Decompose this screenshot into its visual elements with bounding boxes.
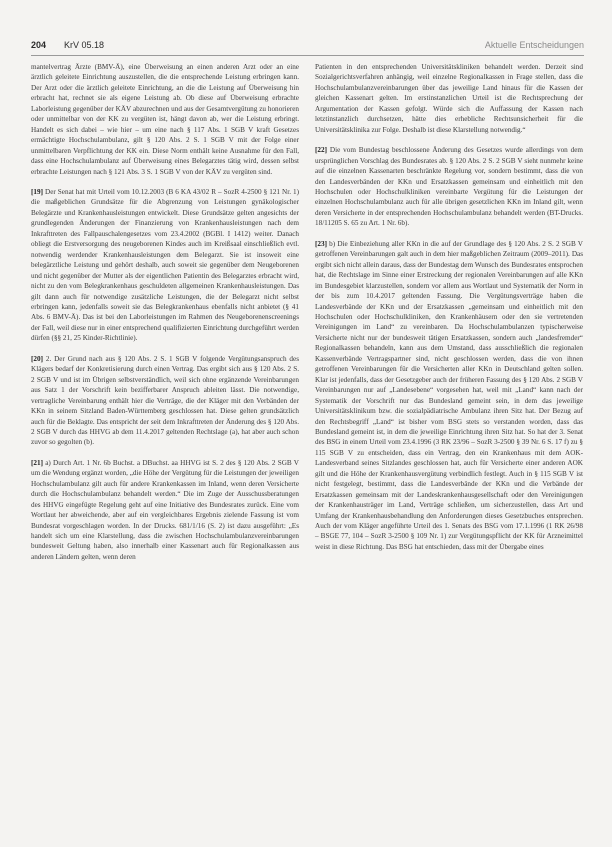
paragraph-text: mantelvertrag Ärzte (BMV-Ä), eine Überweisung an einen anderen Arzt oder an eine ärztlich geleitete Einrichtung auszustellen, die die entsprechende Leistung erbringen kann. Der Arzt oder die ärztlich geleitete Einrichtung, an die die Leistung auf Überweisung hin erbracht hat, rechnet sie als eigene Leistung ab. Ob diese auf Überweisung erbrachte Laborleistung gegenüber der KÄV abzurechnen und aus der Gesamtvergütung zu honorieren oder unmittelbar von der KK zu vergüten ist, hängt davon ab, wer die Leistung erbringt. Handelt es sich dabei – wie hier – um eine nach § 117 Abs. 1 SGB V kraft Gesetzes ermächtigte Hochschulambulanz, gilt § 120 Abs. 2 S. 1 SGB V mit der Folge einer unmittelbaren Verpflichtung der KK ein. Diese Norm enthält keine Ausnahme für den Fall, dass eine Hochschulambulanz auf Überweisung eines Belegarztes tätig wird, dessen selbst erbrachte Leistungen nach § 121 Abs. 3 S. 1 SGB V von der KÄV zu vergüten sind.: [31, 63, 299, 176]
paragraph-text: Die vom Bundestag beschlossene Änderung des Gesetzes wurde allerdings von dem ursprünglichen Vorschlag des Bundesrates ab. § 120 Abs. 2 S. 2 SGB V sieht nunmehr keine auf die einzelnen Kassenarten beschränkte Regelung vor, sondern bestimmt, dass die von den Landesverbänden der KKn und Ersatzkassen gemeinsam und einheitlich mit den Hochschulen oder Hochschulkliniken vereinbarte Vergütung für die Leistungen der einzelnen Hochschulambulanz auch für alle übrigen gesetzlichen KKn im Inland gilt, wenn deren Versicherte in der entsprechenden Hochschulambulanz behandelt werden (BT-Drucks. 18/11205 S. 65 zu Art. 1 Nr. 6b).: [315, 146, 584, 228]
paragraph-text: Der Senat hat mit Urteil vom 10.12.2003 (B 6 KA 43/02 R – SozR 4-2500 § 121 Nr. 1) die maßgeblichen Grundsätze für die Abgrenzung von Leistungen gynäkologischer Belegärzte und Krankenhausleistungen entwickelt. Diese Grundsätze gelten angesichts der grundlegenden Änderungen der Finanzierung von Krankenhausleistungen nach dem Inkrafttreten des Fallpauschalengesetzes vom 23.4.2002 (BGBl. I 1412) weiter. Danach obliegt die Erstversorgung des neugeborenen Kindes auch im Kreißsaal einschließlich evtl. notwendig werdender Krankenhausleistungen dem Belegarzt. Sie ist insoweit eine belegärztliche Leistung und gehört deshalb, auch soweit sie gegenüber dem Neugeborenen und nicht gegenüber der Mutter als der eigentlichen Patientin des Belegarztes erbracht wird, nicht zu den vom Belegkrankenhaus geschuldeten allgemeinen Krankenhausleistungen. Das gilt dann auch für notwendige zusätzliche Leistungen, die der Belegarzt nicht selbst erbringen kann, jedenfalls soweit sie das Belegkrankenhaus ebenfalls nicht anbietet (§ 41 Abs. 6 BMV-Ä). Das ist bei den Laborleistungen im Rahmen des Neugeborenenscreenings der Fall, weil diese nur in einer entsprechend qualifizierten Einrichtung durchgeführt werden dürfen (§§ 21, 25 Kinder-Richtlinie).: [31, 187, 299, 343]
paragraph: [31, 354, 299, 448]
paragraph-number: [22]: [315, 146, 327, 155]
paragraph-text: Patienten in den entsprechenden Universitätskliniken behandelt werden. Derzeit sind Sozialgerichtsverfahren anhängig, weil einzelne Regionalkassen in Frage stellen, dass die Hochschulambulanzvereinbarungen über das jeweilige Land hinaus für die Kassen der gleichen Kassenart gelten. Im erstinstanzlichen Urteil ist die Rechtsprechung der Argumentation der Kassen gefolgt. Würde sich die Auffassung der Kassen nach letztinstanzlich durchsetzen, hätte dies erhebliche Rechtsunsicherheit für die Universitätsklinika zur Folge. Deshalb ist diese Klarstellung notwendig.“: [315, 63, 583, 134]
paragraph: [315, 239, 583, 553]
paragraph-number: [19]: [31, 187, 43, 196]
section-title: Aktuelle Entscheidungen: [484, 40, 584, 50]
paragraph: [315, 145, 583, 229]
journal-issue: KrV 05.18: [64, 40, 105, 50]
page-header: [31, 40, 584, 54]
paragraph-text: a) Durch Art. 1 Nr. 6b Buchst. a DBuchst. aa HHVG ist S. 2 des § 120 Abs. 2 SGB V um die Wendung ergänzt worden, „die Höhe der Vergütung für die Leistungen der jeweiligen Hochschulambulanz gilt auch für andere Krankenkassen im Inland, wenn deren Versicherte durch die Hochschulambulanz behandelt werden.“ Die im Zuge der Ausschussberatungen des HHVG eingefügte Regelung geht auf eine Initiative des Bundesrates zurück. Eine vom Wortlaut her abweichende, aber auf ein vergleichbares Ergebnis zielende Fassung ist vom Bundesrat vorgeschlagen worden. In der Drucks. 681/1/16 (S. 2) ist dazu ausgeführt: „Es handelt sich um eine Klarstellung, dass die zwischen Hochschulambulanzvereinbarungen bundesweit Geltung haben, also innerhalb einer Kassenart auch für Regionalkassen aus anderen Ländern gelten, wenn deren: [31, 458, 299, 561]
paragraph: [31, 187, 299, 344]
paragraph-number: [21]: [31, 458, 43, 467]
right-column: [315, 62, 583, 552]
paragraph: [31, 458, 299, 563]
paragraph: [31, 62, 299, 177]
page-number: 204: [31, 40, 47, 50]
header-rule: [31, 55, 584, 56]
left-column: [31, 62, 299, 562]
paragraph-number: [20]: [31, 354, 43, 363]
paragraph-number: [23]: [315, 239, 327, 248]
paragraph: [315, 62, 583, 135]
paragraph-text: b) Die Einbeziehung aller KKn in die auf der Grundlage des § 120 Abs. 2 S. 2 SGB V getroffenen Vereinbarungen galt auch in dem hier maßgeblichen Zeitraum (2009–2011). Das ergibt sich nicht allein daraus, dass der Bundestag dem Wunsch des Bundesrates entsprochen hat, die Rechtslage im Sinne einer Erstreckung der regionalen Vereinbarungen auf alle KKn im Bundesgebiet klarzustellen, sondern vor allem aus Wortlaut und Systematik der Norm in der bis zum 10.4.2017 geltenden Fassung. Die Vergütungsverträge haben die Landesverbände der KKn und der Ersatzkassen „gemeinsam und einheitlich mit den Hochschulen oder Hochschulkliniken, den Krankenhäusern oder den sie vertretenden Vereinigungen im Land“ zu vereinbaren. Da Hochschulambulanzen typischerweise Versicherte nicht nur der bundesweit tätigen Ersatzkassen, sondern auch „landesfremder“ Regionalkassen behandeln, kann aus dem Umstand, dass ausschließlich die regionalen Kassenverbände Vertragspartner sind, nicht geschlossen werden, dass die von ihnen getroffenen Vereinbarungen für die Versicherten aller KKn in Deutschland gelten sollen. Klar ist jedenfalls, dass der Gesetzgeber auch der früheren Fassung des § 120 Abs. 2 SGB V Vereinbarungen nur auf „Landesebene“ vorgesehen hat, weil mit „Land“ kann nach der Systematik der Vorschrift nur das Bundesland gemeint sein, in dem das jeweilige Universitätsklinikum bzw. die sozialpädiatrische Ambulanz ihren Sitz hat. Der Bezug auf den Rechtsbegriff „Land“ ist bisher vom BSG stets so verstanden worden, dass das Bundesland gemeint ist, in dem die jeweilige Einrichtung ihren Sitz hat. So hat der 3. Senat des BSG in einem Urteil vom 23.4.1996 (3 RK 23/96 – SozR 3-2500 § 39 Nr. 6 S. 17 f) zu § 115 SGB V zu entscheiden, dass ein Vertrag, den ein Krankenhaus mit dem AOK-Landesverband seines Sitzlandes geschlossen hat, auch für Versicherte einer anderen AOK gilt und die Höhe der Krankenhausvergütung verbindlich festlegt. Auch in § 115 SGB V ist nicht festgelegt, bestimmt, dass die Landesverbände der KKn und die Verbände der Ersatzkassen gemeinsam mit der Landeskrankenhausgesellschaft oder den Vereinigungen der Krankenhausträger im Land, Verträge schließen, um sicherzustellen, dass Art und Umfang der Krankenhausbehandlung den Anforderungen dieses Gesetzbuches entsprechen. Auch der vom Kläger angeführte Urteil des 1. Senats des BSG vom 17.1.1996 (1 RK 26/98 – BSGE 77, 104 – SozR 3-2500 § 109 Nr. 1) zur Vergütungspflicht der KK für Arzneimittel weist in diese Richtung. Das BSG hat entschieden, dass mit der Übergabe eines: [315, 239, 584, 551]
paragraph-text: 2. Der Grund nach aus § 120 Abs. 2 S. 1 SGB V folgende Vergütungsanspruch des Klägers bedarf der Konkretisierung durch einen Vertrag. Das ergibt sich aus § 120 Abs. 2 S. 2 SGB V und ist im Übrigen selbstverständlich, weil sich ohne ergänzende Vereinbarungen aus Satz 1 der Vorschrift kein bezifferbarer Anspruch ableiten lässt. Die notwendige, vertragliche Vereinbarung enthält hier die Verträge, die der Kläger mit den Verbänden der KKn in seinem Sitzland Baden-Württemberg geschlossen hat. Diese gelten grundsätzlich auch für die Beklagte. Das entspricht der seit dem Inkrafttreten der Änderung des § 120 Abs. 2 SGB V durch das HHVG ab dem 11.4.2017 geltenden Rechtslage (a), hat aber auch schon zuvor so gegolten (b).: [31, 354, 299, 447]
